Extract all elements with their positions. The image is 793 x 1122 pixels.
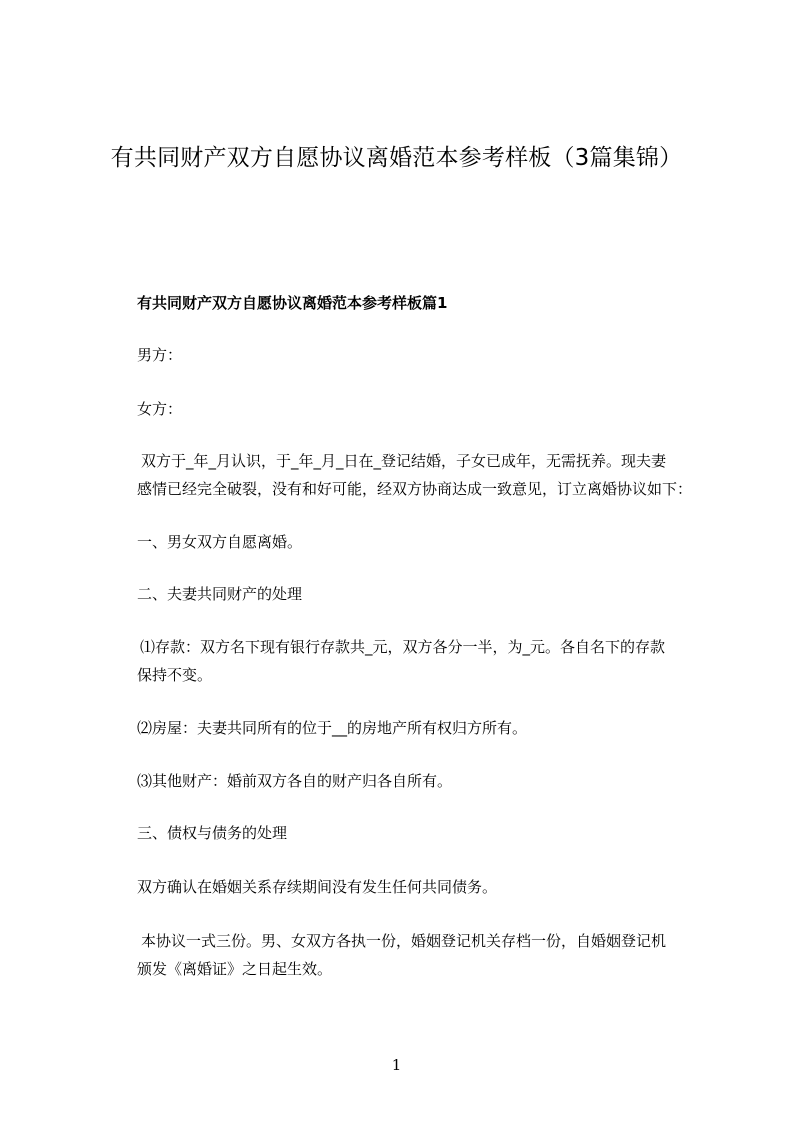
- page-number: 1: [391, 1056, 402, 1074]
- clause-one: 一、男女双方自愿离婚。: [137, 533, 303, 551]
- clause-three-heading: 三、债权与债务的处理: [137, 824, 288, 842]
- debt-statement: 双方确认在婚姻关系存续期间没有发生任何共同债务。: [137, 878, 498, 896]
- closing-paragraph-line-1: 本协议一式三份。男、女双方各执一份，婚姻登记机关存档一份，自婚姻登记机: [141, 932, 667, 950]
- closing-paragraph-line-2: 颁发《离婚证》之日起生效。: [137, 960, 333, 978]
- other-property-item: ⑶其他财产：婚前双方各自的财产归各自所有。: [137, 772, 453, 790]
- deposit-item-line-1: ⑴存款：双方名下现有银行存款共_元，双方各分一半，为_元。各自名下的存款: [140, 638, 666, 656]
- section-title: 有共同财产双方自愿协议离婚范本参考样板篇1: [137, 294, 448, 312]
- clause-two-heading: 二、夫妻共同财产的处理: [137, 585, 303, 603]
- male-party-line: 男方：: [137, 346, 183, 364]
- deposit-item-line-2: 保持不变。: [137, 666, 213, 684]
- document-title: 有共同财产双方自愿协议离婚范本参考样板（3篇集锦）: [110, 145, 683, 171]
- intro-paragraph-line-1: 双方于_年_月认识，于_年_月_日在_登记结婚，子女已成年，无需抚养。现夫妻: [141, 452, 667, 470]
- house-item: ⑵房屋：夫妻共同所有的位于__的房地产所有权归方所有。: [137, 719, 528, 737]
- female-party-line: 女方：: [137, 400, 183, 418]
- intro-paragraph-line-2: 感情已经完全破裂，没有和好可能，经双方协商达成一致意见，订立离婚协议如下：: [137, 480, 693, 498]
